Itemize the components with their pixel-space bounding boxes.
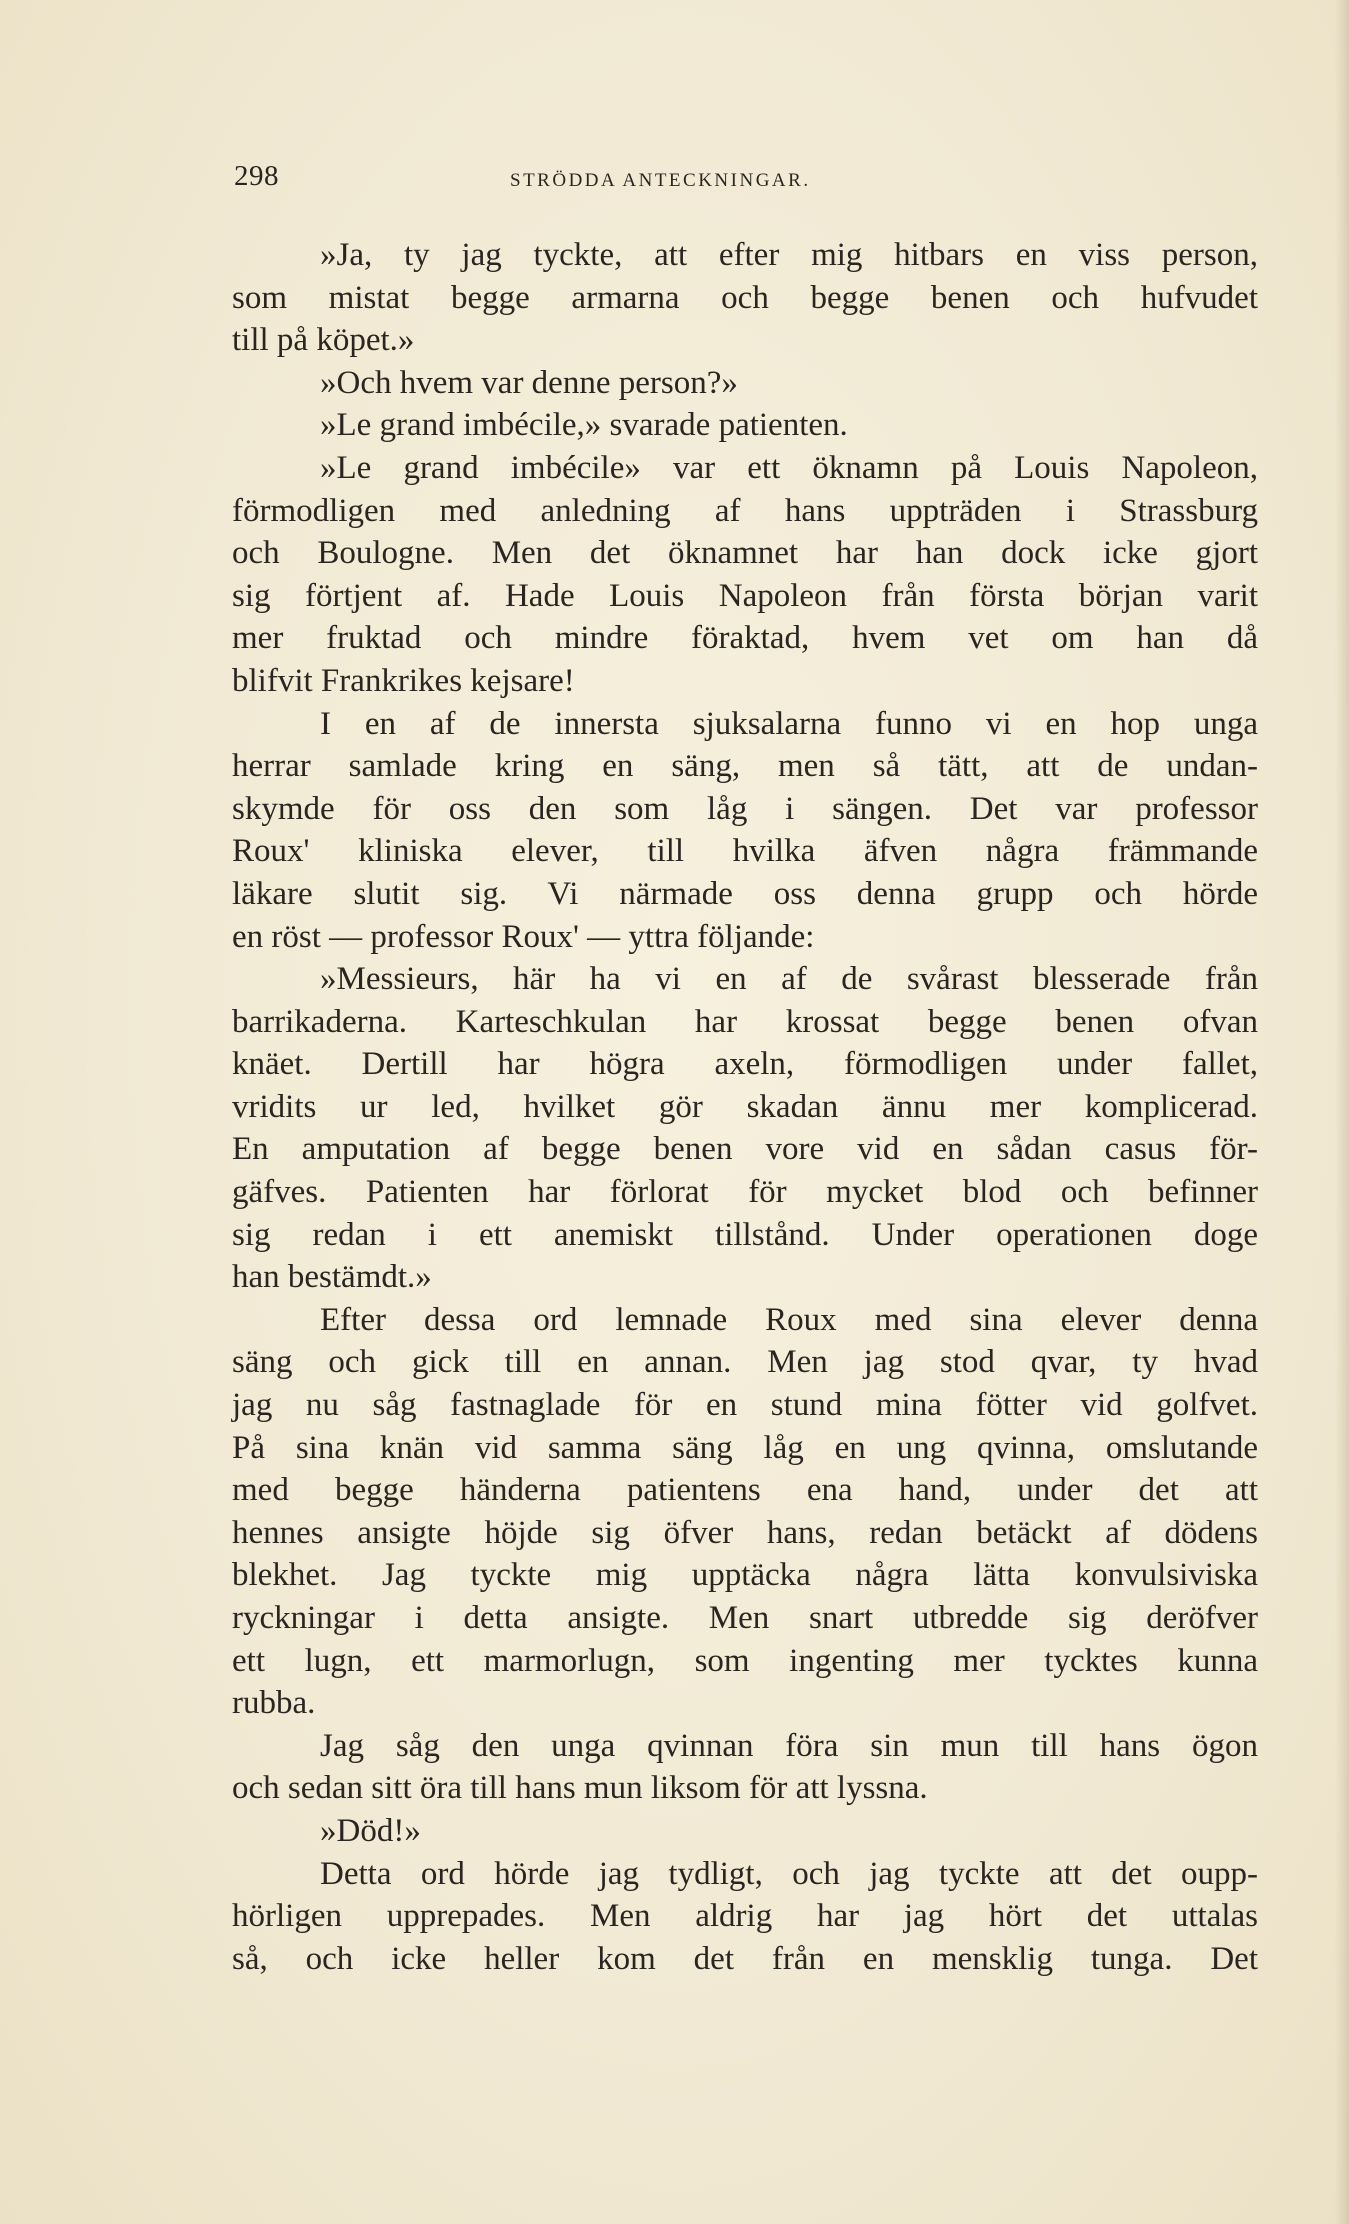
text-line: som mistat begge armarna och begge benen och hufvudet bbox=[232, 279, 1258, 316]
text-line: »Och hvem var denne person?» bbox=[320, 364, 738, 401]
text-line: läkare slutit sig. Vi närmade oss denna grupp och hörde bbox=[232, 875, 1258, 912]
text-line: gäfves. Patienten har förlorat för mycket blod och befinner bbox=[232, 1174, 1258, 1211]
text-line: ryckningar i detta ansigte. Men snart utbredde sig deröfver bbox=[232, 1600, 1258, 1636]
text-line: hörligen upprepades. Men aldrig har jag hört det uttalas bbox=[232, 1898, 1258, 1935]
text-line: herrar samlade kring en säng, men så tätt, att de undan- bbox=[232, 748, 1258, 785]
text-line: så, och icke heller kom det från en mensklig tunga. Det bbox=[232, 1940, 1258, 1977]
text-line: »Le grand imbécile,» svarade patienten. bbox=[320, 407, 848, 444]
text-line: »Ja, ty jag tyckte, att efter mig hitbars en viss person, bbox=[320, 237, 1258, 273]
text-line: och sedan sitt öra till hans mun liksom för att lyssna. bbox=[232, 1770, 928, 1807]
text-line: »Le grand imbécile» var ett öknamn på Louis Napoleon, bbox=[320, 449, 1258, 486]
text-line: vridits ur led, hvilket gör skadan ännu mer komplicerad. bbox=[232, 1088, 1258, 1125]
text-line: jag nu såg fastnaglade för en stund mina fötter vid golfvet. bbox=[232, 1387, 1258, 1424]
page-number: 298 bbox=[234, 160, 279, 192]
text-line: hennes ansigte höjde sig öfver hans, redan betäckt af dödens bbox=[232, 1514, 1258, 1551]
text-line: skymde för oss den som låg i sängen. Det var professor bbox=[232, 790, 1258, 827]
text-line: »Messieurs, här ha vi en af de svårast blesserade från bbox=[320, 961, 1258, 998]
text-line: barrikaderna. Karteschkulan har krossat begge benen ofvan bbox=[232, 1003, 1258, 1040]
text-line: knäet. Dertill har högra axeln, förmodligen under fallet, bbox=[232, 1046, 1258, 1083]
text-line: han bestämdt.» bbox=[232, 1259, 432, 1296]
text-line: Roux' kliniska elever, till hvilka äfven några främmande bbox=[232, 833, 1258, 870]
text-line: blifvit Frankrikes kejsare! bbox=[232, 662, 575, 699]
text-line: ett lugn, ett marmorlugn, som ingenting mer tycktes kunna bbox=[232, 1642, 1258, 1679]
text-line: På sina knän vid samma säng låg en ung qvinna, omslutande bbox=[232, 1429, 1258, 1466]
text-line: »Död!» bbox=[320, 1812, 421, 1849]
running-title: STRÖDDA ANTECKNINGAR. bbox=[510, 170, 811, 191]
text-line: sig förtjent af. Hade Louis Napoleon från första början varit bbox=[232, 577, 1258, 614]
text-line: förmodligen med anledning af hans uppträden i Strassburg bbox=[232, 492, 1258, 529]
text-line: Efter dessa ord lemnade Roux med sina elever denna bbox=[320, 1301, 1258, 1338]
text-line: En amputation af begge benen vore vid en sådan casus för- bbox=[232, 1131, 1258, 1168]
text-line: I en af de innersta sjuksalarna funno vi en hop unga bbox=[320, 705, 1258, 742]
text-line: en röst — professor Roux' — yttra följande: bbox=[232, 918, 815, 955]
text-line: Jag såg den unga qvinnan föra sin mun till hans ögon bbox=[320, 1727, 1258, 1764]
page-edge-shadow bbox=[1335, 0, 1349, 2224]
body-text bbox=[232, 234, 1258, 1980]
text-line: med begge händerna patientens ena hand, under det att bbox=[232, 1472, 1258, 1509]
text-line: rubba. bbox=[232, 1685, 316, 1722]
text-line: mer fruktad och mindre föraktad, hvem vet om han då bbox=[232, 620, 1258, 657]
text-line: säng och gick till en annan. Men jag stod qvar, ty hvad bbox=[232, 1344, 1258, 1381]
running-head bbox=[234, 160, 1244, 200]
text-line: blekhet. Jag tyckte mig upptäcka några lätta konvulsiviska bbox=[232, 1557, 1258, 1594]
text-line: till på köpet.» bbox=[232, 322, 415, 359]
text-line: Detta ord hörde jag tydligt, och jag tyckte att det oupp- bbox=[320, 1855, 1258, 1892]
text-line: sig redan i ett anemiskt tillstånd. Under operationen doge bbox=[232, 1216, 1258, 1253]
text-line: och Boulogne. Men det öknamnet har han dock icke gjort bbox=[232, 535, 1258, 572]
